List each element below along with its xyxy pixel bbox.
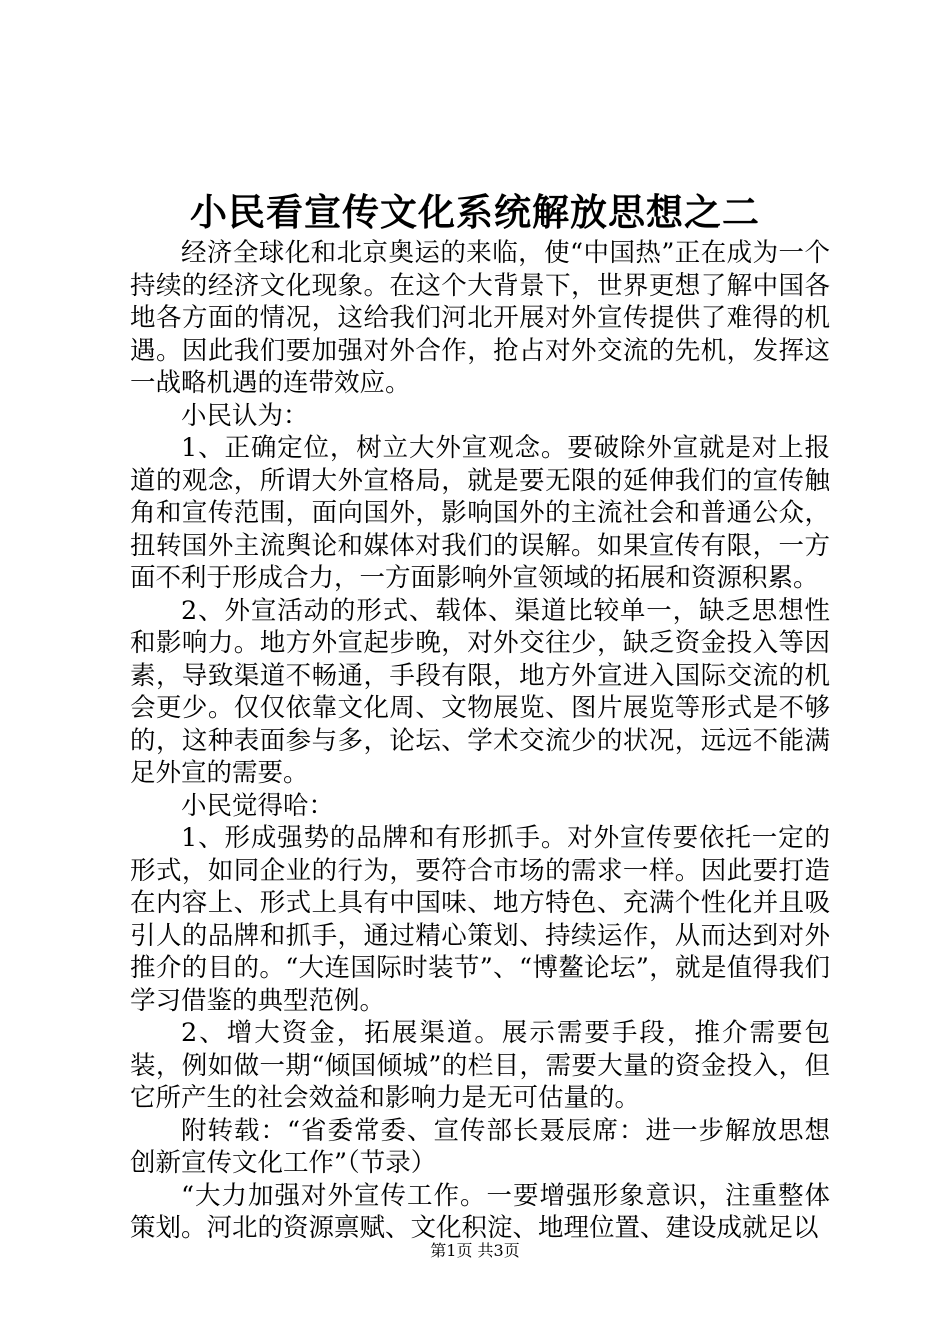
paragraph: 小民觉得哈：: [181, 790, 335, 821]
paragraph: 2、外宣活动的形式、载体、渠道比较单一，缺乏思想性和影响力。地方外宣起步晚，对外交往少，缺乏资金投入等因素，导致渠道不畅通，手段有限，地方外宣进入国际交流的机会更少。仅仅依靠文化周、文物展览、图片展览等形式是不够的，这种表面参与多，论坛、学术交流少的状况，远远不能满足外宣的需要。: [130, 595, 830, 788]
paragraph: “大力加强对外宣传工作。一要增强形象意识，注重整体策划。河北的资源禀赋、文化积淀、地理位置、建设成就足以: [130, 1180, 830, 1243]
paragraph: 附转载：“省委常委、宣传部长聂辰席：进一步解放思想创新宣传文化工作”（节录）: [130, 1115, 830, 1178]
document-title: 小民看宣传文化系统解放思想之二: [190, 190, 760, 234]
paragraph: 1、形成强势的品牌和有形抓手。对外宣传要依托一定的形式，如同企业的行为，要符合市场的需求一样。因此要打造在内容上、形式上具有中国味、地方特色、充满个性化并且吸引人的品牌和抓手，通过精心策划、持续运作，从而达到对外推介的目的。“大连国际时装节”、“博鳌论坛”，就是值得我们学习借鉴的典型范例。: [130, 823, 830, 1016]
page-number-footer: 第1页 共3页: [430, 1241, 520, 1260]
paragraph: 1、正确定位，树立大外宣观念。要破除外宣就是对上报道的观念，所谓大外宣格局，就是要无限的延伸我们的宣传触角和宣传范围，面向国外，影响国外的主流社会和普通公众，扭转国外主流舆论和媒体对我们的误解。如果宣传有限，一方面不利于形成合力，一方面影响外宣领域的拓展和资源积累。: [130, 433, 830, 593]
paragraph: 2、增大资金，拓展渠道。展示需要手段，推介需要包装，例如做一期“倾国倾城”的栏目，需要大量的资金投入，但它所产生的社会效益和影响力是无可估量的。: [130, 1018, 830, 1113]
paragraph: 经济全球化和北京奥运的来临，使“中国热”正在成为一个持续的经济文化现象。在这个大背景下，世界更想了解中国各地各方面的情况，这给我们河北开展对外宣传提供了难得的机遇。因此我们要加强对外合作，抢占对外交流的先机，发挥这一战略机遇的连带效应。: [130, 238, 830, 398]
document-body: [130, 237, 830, 1245]
paragraph: 小民认为：: [181, 400, 309, 431]
